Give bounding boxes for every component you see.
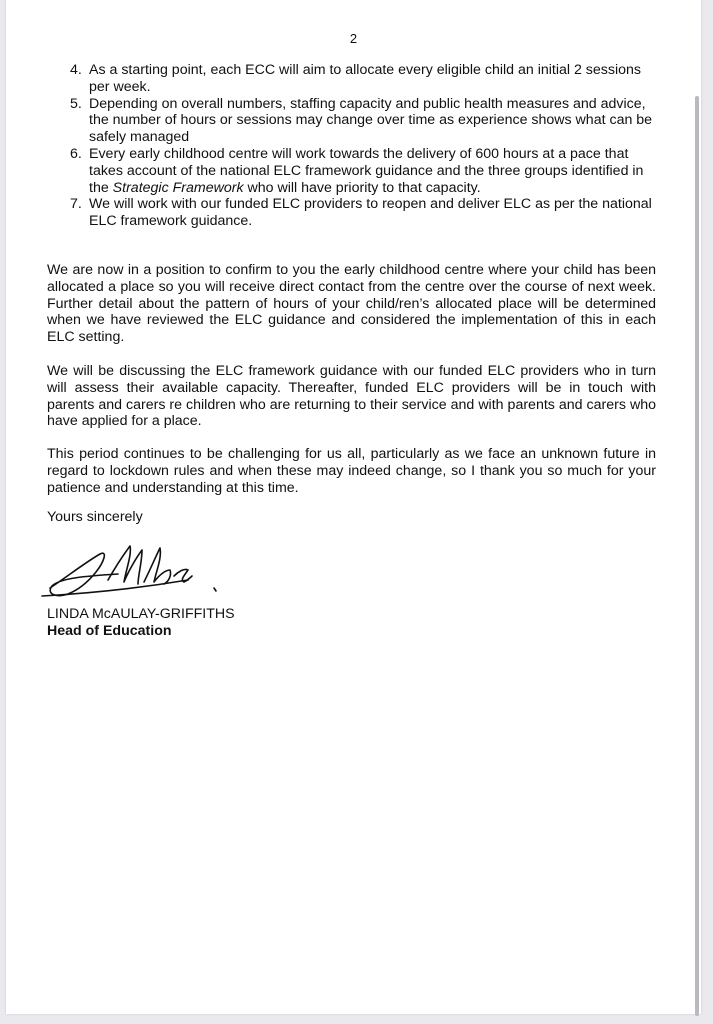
paragraph-allocation: We are now in a position to confirm to you the early childhood centre where your child has been allocated a place so you will receive direct contact from the centre over the course of next week. Further detail about the pattern of hours of your child/ren’s allocated place will be determined when we have reviewed the ELC guidance and considered the implementation of this in each ELC setting. (47, 262, 656, 346)
list-item (48, 96, 658, 146)
signatory-name: LINDA McAULAY-GRIFFITHS (47, 606, 235, 622)
list-item-text: Depending on overall numbers, staffing capacity and public health measures and advice, the number of hours or sessions may change over time as experience shows what can be safely managed (89, 95, 653, 146)
document-page (6, 0, 701, 1014)
list-item-number: 7. (70, 196, 82, 213)
signatory-title: Head of Education (47, 623, 172, 639)
list-item-text-start: Every early childhood centre will work towards the delivery of 600 hours at a pace that takes account of the national ELC framework guidance and the three groups identified in the (89, 145, 644, 196)
handwritten-signature (38, 536, 238, 606)
list-item-number: 5. (70, 95, 82, 112)
scrollbar[interactable] (695, 96, 699, 1016)
list-item-number: 4. (70, 62, 82, 78)
page-number: 2 (349, 31, 358, 46)
closing-salutation: Yours sincerely (47, 509, 143, 525)
strategic-framework-italic: Strategic Framework (112, 179, 244, 196)
list-item-number: 6. (70, 145, 82, 162)
list-item-text: We will work with our funded ELC providers to reopen and deliver ELC as per the national ELC framework guidance. (89, 196, 652, 230)
list-item (48, 196, 658, 230)
list-item (48, 146, 658, 196)
paragraph-closing-thanks: This period continues to be challenging for us all, particularly as we face an unknown future in regard to lockdown rules and when these may indeed change, so I thank you so much for your patience and understanding at this time. (47, 446, 656, 496)
list-item (48, 62, 658, 96)
paragraph-framework-guidance: We will be discussing the ELC framework guidance with our funded ELC providers who in turn will assess their available capacity. Thereafter, funded ELC providers will be in touch with parents and carers re children who are returning to their service and with parents and carers who have applied for a place. (47, 363, 656, 430)
numbered-list (48, 62, 658, 230)
list-item-text: As a starting point, each ECC will aim to allocate every eligible child an initial 2 sessions per week. (89, 62, 642, 95)
list-item-text-end: who will have priority to that capacity. (243, 179, 481, 196)
